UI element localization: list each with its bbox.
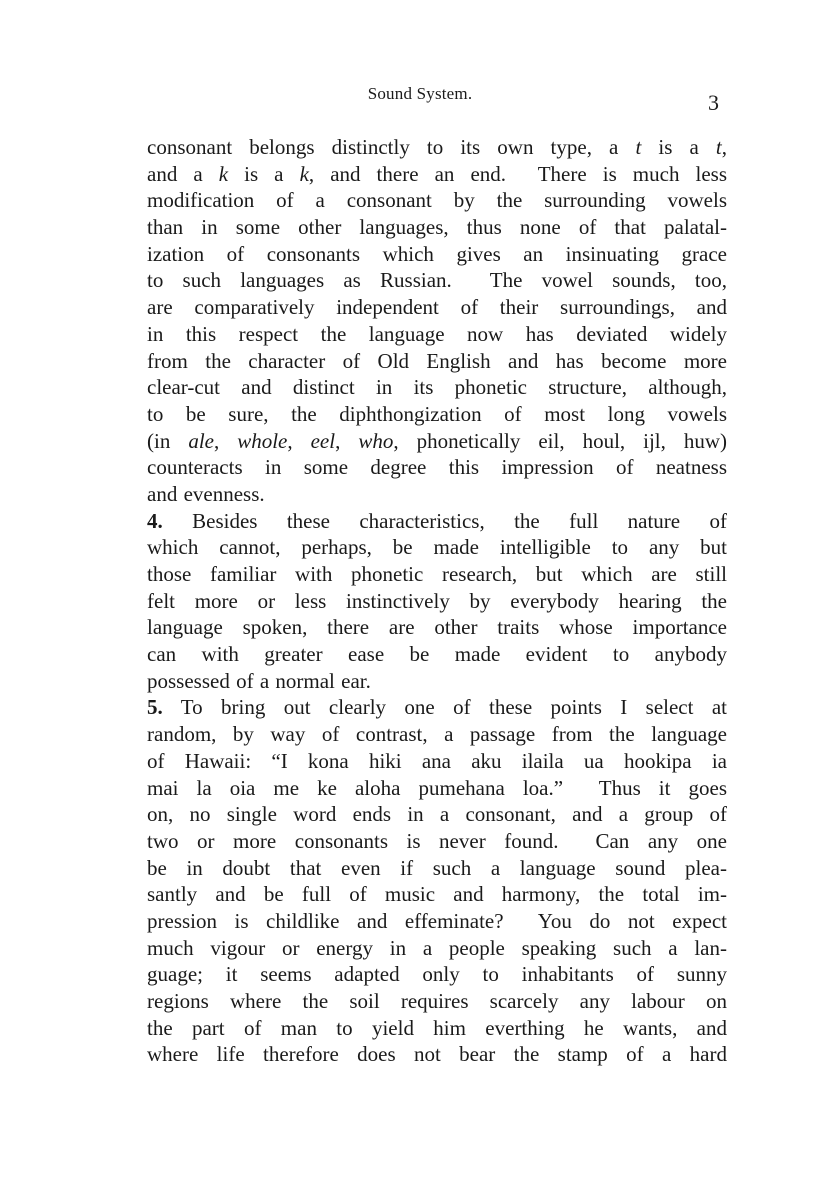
text-segment: in this respect the language now has deviated widely — [147, 321, 727, 346]
text-segment: which cannot, perhaps, be made intelligible to any but — [147, 535, 727, 560]
text-line — [147, 561, 727, 588]
text-line — [147, 641, 727, 668]
text-segment: To bring out clearly one of these points I select at — [162, 695, 727, 720]
italic-term: eel — [310, 428, 336, 453]
text-line — [147, 1015, 727, 1042]
text-line — [147, 241, 727, 268]
text-segment: consonant belongs distinctly to its own type, a — [147, 135, 636, 159]
text-line — [147, 161, 727, 188]
text-segment: pression is childlike and effeminate? You do not expect — [147, 908, 727, 933]
text-line — [147, 881, 727, 908]
text-segment: random, by way of contrast, a passage from the language — [147, 722, 727, 747]
text-line — [147, 1041, 727, 1068]
text-line — [147, 321, 727, 348]
text-line — [147, 908, 727, 935]
text-segment: from the character of Old English and has become more — [147, 348, 727, 373]
text-line — [147, 961, 727, 988]
text-line — [147, 775, 727, 802]
text-line — [147, 508, 727, 535]
text-segment: are comparatively independent of their surroundings, and — [147, 295, 727, 320]
text-line — [147, 374, 727, 401]
text-line — [147, 748, 727, 775]
italic-term: k — [218, 161, 229, 186]
text-segment: and evenness. — [147, 481, 265, 506]
text-segment: , and there an end. There is much less — [308, 161, 727, 186]
text-segment: Besides these characteristics, the full nature of — [162, 508, 727, 533]
text-segment: language spoken, there are other traits whose importance — [147, 615, 727, 640]
text-line — [147, 401, 727, 428]
italic-term: k — [299, 161, 309, 186]
text-line — [147, 187, 727, 214]
text-line — [147, 267, 727, 294]
text-segment: two or more consonants is never found. Can any one — [147, 828, 727, 853]
text-segment: on, no single word ends in a consonant, and a group of — [147, 802, 727, 827]
text-line — [147, 614, 727, 641]
text-segment: and a — [147, 161, 219, 186]
text-line — [147, 214, 727, 241]
text-segment: is a — [641, 135, 716, 159]
text-line — [147, 454, 727, 481]
text-segment: mai la oia me ke aloha pumehana loa.” Thus it goes — [147, 775, 727, 800]
text-segment: modification of a consonant by the surrounding vowels — [147, 188, 727, 213]
text-line — [147, 668, 727, 695]
italic-term: t — [715, 135, 722, 159]
text-segment: of Hawaii: “I kona hiki ana aku ilaila ua hookipa ia — [147, 748, 727, 773]
text-segment: much vigour or energy in a people speaking such a lan- — [147, 935, 727, 960]
text-segment: felt more or less instinctively by everybody hearing the — [147, 588, 727, 613]
text-segment: , — [721, 135, 727, 159]
page-number: 3 — [708, 90, 719, 115]
text-segment: ization of consonants which gives an insinuating grace — [147, 241, 727, 266]
text-segment: counteracts in some degree this impression of neatness — [147, 455, 727, 480]
text-segment: to such languages as Russian. The vowel sounds, too, — [147, 268, 727, 293]
text-segment: can with greater ease be made evident to anybody — [147, 642, 727, 667]
section-number: 5. — [147, 695, 163, 720]
text-segment: , — [287, 428, 311, 453]
text-segment: those familiar with phonetic research, but which are still — [147, 562, 727, 586]
running-title: Sound System. — [367, 84, 473, 103]
text-segment: to be sure, the diphthongization of most long vowels — [147, 401, 727, 426]
text-line — [147, 481, 727, 508]
text-segment: is a — [228, 161, 300, 186]
text-segment: (in — [147, 428, 189, 453]
text-line — [147, 694, 727, 721]
text-segment: regions where the soil requires scarcely any labour on — [147, 989, 727, 1013]
italic-term: whole — [237, 428, 288, 453]
section-number: 4. — [147, 508, 163, 533]
text-line — [147, 828, 727, 855]
text-line — [147, 588, 727, 615]
text-line — [147, 801, 727, 828]
text-line — [147, 935, 727, 962]
italic-term: ale — [188, 428, 214, 453]
text-line — [147, 134, 727, 161]
text-segment: , — [335, 428, 359, 453]
text-line — [147, 721, 727, 748]
text-line — [147, 534, 727, 561]
text-segment: , — [213, 428, 238, 453]
italic-term: t — [635, 135, 642, 159]
text-segment: than in some other languages, thus none of that palatal- — [147, 215, 727, 240]
text-line — [147, 294, 727, 321]
text-segment: be in doubt that even if such a language sound plea- — [147, 855, 727, 880]
italic-term: who — [358, 428, 394, 453]
text-line — [147, 348, 727, 375]
text-segment: possessed of a normal ear. — [147, 668, 371, 693]
text-line — [147, 428, 727, 455]
text-line — [147, 855, 727, 882]
text-segment: guage; it seems adapted only to inhabitants of sunny — [147, 962, 727, 987]
text-segment: , phonetically eil, houl, ijl, huw) — [393, 428, 728, 453]
text-segment: where life therefore does not bear the stamp of a hard — [147, 1042, 727, 1067]
body-text — [147, 134, 727, 1068]
text-segment: santly and be full of music and harmony, the total im- — [147, 882, 727, 907]
text-line — [147, 988, 727, 1015]
text-segment: the part of man to yield him everthing he wants, and — [147, 1015, 727, 1040]
text-segment: clear-cut and distinct in its phonetic structure, although, — [147, 375, 727, 400]
